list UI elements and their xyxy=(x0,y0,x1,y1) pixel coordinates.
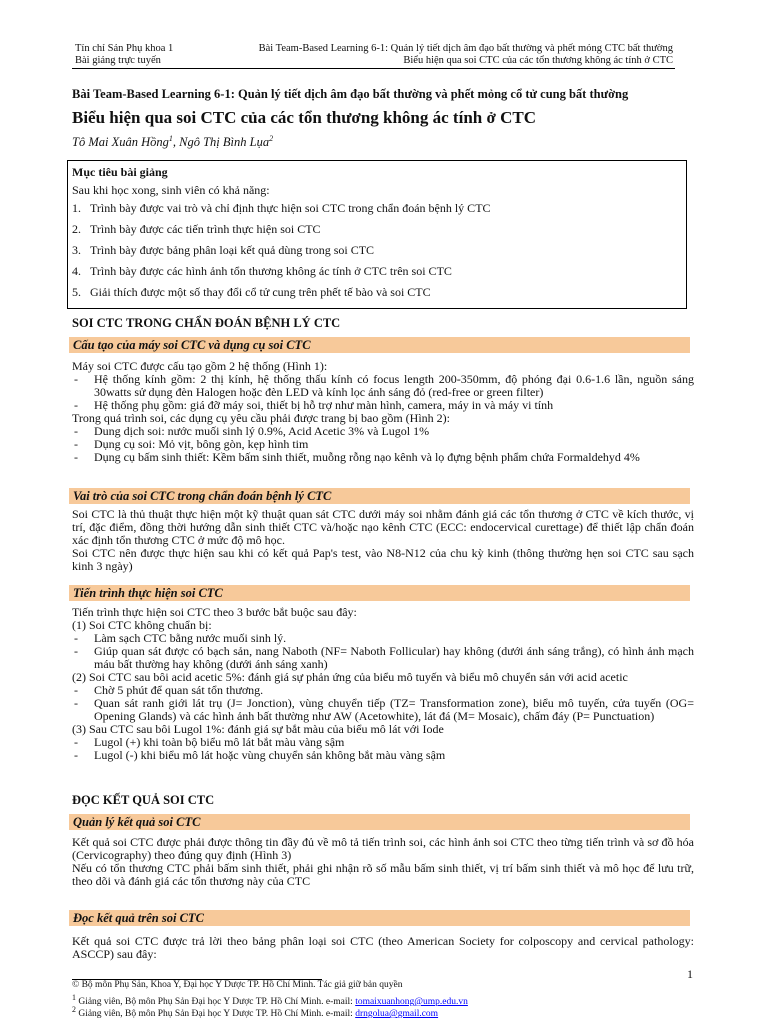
running-header-left xyxy=(75,43,173,67)
objectives-list xyxy=(72,201,682,300)
authors xyxy=(72,134,273,150)
instruments-intro: Trong quá trình soi, các dụng cụ yêu cầu phải được trang bị bao gồm (Hình 2): xyxy=(72,411,450,425)
subsection-band-reading: Đọc kết quả trên soi CTC xyxy=(69,910,690,926)
author-1: Tô Mai Xuân Hồng xyxy=(72,135,169,150)
objectives-heading: Mục tiêu bài giảng xyxy=(72,165,168,179)
management-content xyxy=(72,836,694,888)
objective-number: 5. xyxy=(72,285,81,299)
reading-paragraph-1: Kết quả soi CTC được trả lời theo bảng phân loại soi CTC (theo American Society for colposcopy and cervical pathology: ASCCP) sau đây: xyxy=(72,934,694,961)
step-2-detail-2: - Quan sát ranh giới lát trụ (J= Jonction), vùng chuyển tiếp (TZ= Transformation zone), biểu mô tuyến, cửa tuyến (OG= Opening Glands) và các hình ảnh bất thường như AW (Acetowhite), lát đá (M= Mosaic), chấm đáy (P= Punctuation) xyxy=(72,697,694,723)
role-paragraph-2: Soi CTC nên được thực hiện sau khi có kết quả Pap's test, vào N8-N12 của chu kỳ kinh (thông thường hẹn soi CTC sau sạch kinh 3 ngày) xyxy=(72,546,694,573)
procedure-step-2: (2) Soi CTC sau bôi acid acetic 5%: đánh giá sự phản ứng của biểu mô tuyến và biểu mô chuyển sản với acid acetic xyxy=(72,670,628,684)
instrument-solutions: - Dung dịch soi: nước muối sinh lý 0.9%, Acid Acetic 3% và Lugol 1% xyxy=(72,425,694,438)
step-1-detail-1: - Làm sạch CTC bằng nước muối sinh lý. xyxy=(72,632,694,645)
lecture-topic: Biểu hiện qua soi CTC của các tổn thương không ác tính ở CTC xyxy=(403,55,673,66)
procedure-step-3: (3) Sau CTC sau bôi Lugol 1%: đánh giá sự bắt màu của biểu mô lát với Iode xyxy=(72,722,444,736)
learning-objectives-box xyxy=(67,160,687,309)
subsection-band-equipment: Cấu tạo của máy soi CTC và dụng cụ soi CTC xyxy=(69,337,690,353)
course-name: Tín chỉ Sản Phụ khoa 1 xyxy=(75,43,174,54)
objective-number: 1. xyxy=(72,201,81,215)
objective-item xyxy=(72,201,682,216)
instrument-tools: - Dụng cụ soi: Mỏ vịt, bông gòn, kẹp hình tim xyxy=(72,438,694,451)
footnote-2-marker: 2 xyxy=(72,1005,76,1014)
objective-text: Giải thích được một số thay đổi cổ tử cung trên phết tế bào và soi CTC xyxy=(90,285,431,299)
objective-text: Trình bày được vai trò và chỉ định thực hiện soi CTC trong chẩn đoán bệnh lý CTC xyxy=(90,201,491,215)
equipment-support-system: - Hệ thống phụ gồm: giá đỡ máy soi, thiết bị hỗ trợ như màn hình, camera, máy in và máy vi tính xyxy=(72,399,694,412)
objective-item xyxy=(72,222,682,237)
email-link-1[interactable]: tomaixuanhong@ump.edu.vn xyxy=(355,997,468,1008)
footnote-1-text: Giảng viên, Bộ môn Phụ Sản Đại học Y Dược TP. Hồ Chí Minh. e-mail: xyxy=(75,997,356,1008)
footnote-2-text: Giảng viên, Bộ môn Phụ Sản Đại học Y Dược TP. Hồ Chí Minh. e-mail: xyxy=(75,1009,356,1020)
header-divider xyxy=(72,68,675,69)
step-1-detail-2: - Giúp quan sát được có bạch sản, nang Naboth (NF= Naboth Follicular) hay không (dưới ánh sáng trắng), có hình ảnh mạch máu bất thường hay không (dưới ánh sáng xanh) xyxy=(72,645,694,671)
section-heading-results: ĐỌC KẾT QUẢ SOI CTC xyxy=(72,793,215,807)
page-title: Biểu hiện qua soi CTC của các tổn thương không ác tính ở CTC xyxy=(72,108,537,127)
equipment-content xyxy=(72,360,694,464)
reading-content xyxy=(72,935,694,961)
objective-item xyxy=(72,243,682,258)
objective-item xyxy=(72,285,682,300)
step-3-detail-1: - Lugol (+) khi toàn bộ biểu mô lát bắt màu vàng sậm xyxy=(72,736,694,749)
objective-number: 3. xyxy=(72,243,81,257)
footer-copyright: © Bộ môn Phụ Sản, Khoa Y, Đại học Y Dược TP. Hồ Chí Minh. Tác giả giữ bản quyền xyxy=(72,980,403,990)
equipment-lens-system: - Hệ thống kính gồm: 2 thị kính, hệ thống thấu kính có focus length 200-350mm, độ phóng đại 0.6-1.6 lần, nguồn sáng 30watts sử dụng đèn Halogen hoặc đèn LED và kính lọc ánh sáng đỏ (red-free or green filter) xyxy=(72,373,694,399)
procedure-intro: Tiến trình thực hiện soi CTC theo 3 bước bắt buộc sau đây: xyxy=(72,605,357,619)
equipment-intro: Máy soi CTC được cấu tạo gồm 2 hệ thống (Hình 1): xyxy=(72,359,328,373)
subsection-band-management: Quản lý kết quả soi CTC xyxy=(69,814,690,830)
objective-item xyxy=(72,264,682,279)
role-content xyxy=(72,508,694,573)
management-paragraph-1: Kết quả soi CTC được phải được thông tin đầy đủ về mô tả tiến trình soi, các hình ảnh soi CTC theo từng tiến trình và sơ đồ hóa (Cervicography) theo đúng quy định (Hình 3) xyxy=(72,835,694,862)
role-paragraph-1: Soi CTC là thủ thuật thực hiện một kỹ thuật quan sát CTC dưới máy soi nhằm đánh giá các tổn thương ở CTC về kích thước, vị trí, đặc điểm, đồng thời hướng dẫn sinh thiết CTC và/hoặc nạo kênh CTC (ECC: endocervical curettage) để thiết lập chẩn đoán xác định tổn thương CTC ở mức độ mô học. xyxy=(72,507,694,547)
course-type: Bài giảng trực tuyến xyxy=(75,55,161,66)
email-link-2[interactable]: drngolua@gmail.com xyxy=(355,1009,439,1020)
instrument-biopsy: - Dụng cụ bấm sinh thiết: Kềm bấm sinh thiết, muỗng rỗng nạo kênh và lọ đựng bệnh phẩm chứa Formaldehyd 4% xyxy=(72,451,694,464)
subsection-band-role: Vai trò của soi CTC trong chẩn đoán bệnh lý CTC xyxy=(69,488,690,504)
section-heading-colposcopy: SOI CTC TRONG CHẨN ĐOÁN BỆNH LÝ CTC xyxy=(72,316,341,330)
lecture-kicker: Bài Team-Based Learning 6-1: Quản lý tiết dịch âm đạo bất thường và phết mỏng cổ tử cung bất thường xyxy=(72,87,629,101)
objective-text: Trình bày được bảng phân loại kết quả dùng trong soi CTC xyxy=(90,243,375,257)
author-separator: , xyxy=(172,135,180,150)
step-2-detail-1: - Chờ 5 phút để quan sát tổn thương. xyxy=(72,684,694,697)
footnote-1-marker: 1 xyxy=(72,993,76,1002)
running-header-right xyxy=(259,43,673,67)
author-2-ref: 2 xyxy=(269,134,274,143)
footnote-2 xyxy=(72,1004,438,1020)
subsection-band-procedure: Tiến trình thực hiện soi CTC xyxy=(69,585,690,601)
author-2: Ngô Thị Bình Lụa xyxy=(179,135,270,150)
procedure-content xyxy=(72,606,694,762)
author-1-ref: 1 xyxy=(168,134,173,143)
procedure-step-1: (1) Soi CTC không chuẩn bị: xyxy=(72,618,212,632)
objectives-intro: Sau khi học xong, sinh viên có khả năng: xyxy=(72,183,270,197)
objective-number: 4. xyxy=(72,264,81,278)
objective-text: Trình bày được các tiến trình thực hiện soi CTC xyxy=(90,222,321,236)
page-number: 1 xyxy=(687,967,693,981)
objective-number: 2. xyxy=(72,222,81,236)
lecture-series: Bài Team-Based Learning 6-1: Quản lý tiết dịch âm đạo bất thường và phết mỏng CTC bất thường xyxy=(258,43,673,54)
management-paragraph-2: Nếu có tổn thương CTC phải bấm sinh thiết, phải ghi nhận rõ số mẫu bấm sinh thiết, vị trí bấm sinh thiết và mô học để lưu trữ, theo dõi và đánh giá các tổn thương này của CTC xyxy=(72,861,694,888)
objective-text: Trình bày được các hình ảnh tổn thương không ác tính ở CTC trên soi CTC xyxy=(90,264,452,278)
step-3-detail-2: - Lugol (-) khi biểu mô lát hoặc vùng chuyển sản không bắt màu vàng sậm xyxy=(72,749,694,762)
